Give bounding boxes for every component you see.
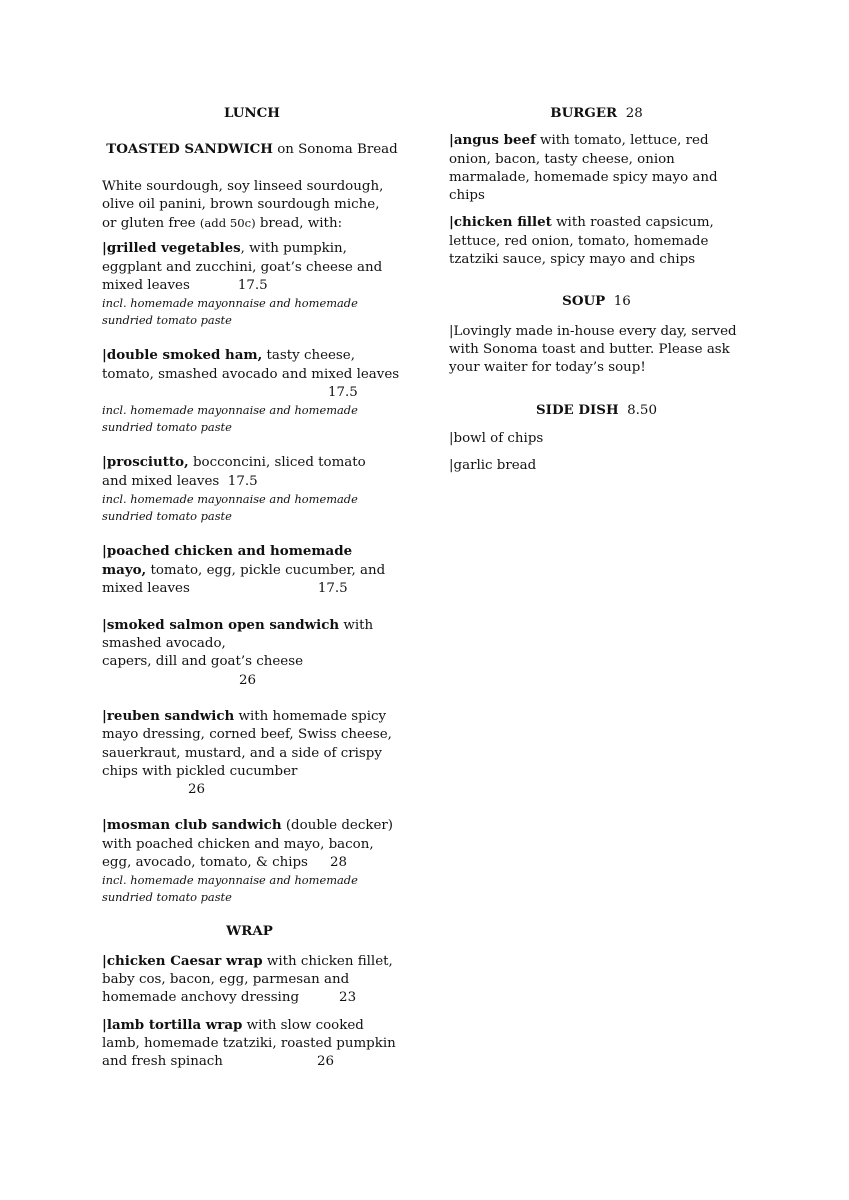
toasted-sandwich-heading — [102, 140, 402, 159]
menu-item — [102, 1016, 402, 1072]
side-dish-heading-title: SIDE DISH — [536, 401, 619, 418]
menu-item-price: 17.5 — [317, 581, 348, 597]
menu-item-name: |grilled vegetables — [102, 240, 241, 257]
bread-intro-end: bread, with: — [255, 216, 343, 232]
menu-item-desc: , with pumpkin, eggplant and zucchini, goat’s cheese and mixed leaves — [102, 241, 383, 294]
menu-item-price-line — [102, 384, 402, 402]
menu-item-desc: with slow cooked lamb, homemade tzatziki, roasted pumpkin and fresh spinach — [102, 1017, 396, 1070]
menu-item-name: |smoked salmon open sandwich — [102, 616, 340, 633]
menu-item-price-line — [102, 781, 402, 799]
menu-item — [102, 707, 402, 799]
side-dish-heading-price: 8.50 — [627, 402, 657, 418]
bread-intro-text: White sourdough, soy linseed sourdough, olive oil panini, brown sourdough miche, or gluten free — [102, 178, 384, 232]
menu-item — [102, 346, 402, 436]
menu-item-price: 17.5 — [237, 278, 268, 294]
soup-heading — [449, 292, 744, 311]
menu-item-name: |chicken fillet — [449, 214, 552, 231]
menu-item-price: 17.5 — [227, 473, 258, 489]
menu-item-note: incl. homemade mayonnaise and homemade sundried tomato paste — [102, 403, 358, 435]
menu-item-note: incl. homemade mayonnaise and homemade sundried tomato paste — [102, 296, 358, 328]
menu-item-desc: with roasted capsicum, lettuce, red onion, tomato, homemade tzatziki sauce, spicy mayo and chips — [449, 215, 714, 268]
toasted-sandwich-label: TOASTED SANDWICH — [106, 141, 273, 158]
bread-intro — [102, 178, 397, 234]
menu-item-desc: bocconcini, sliced tomato and mixed leaves — [102, 455, 366, 489]
bread-intro-add: (add 50c) — [199, 216, 256, 231]
side-dish-heading — [449, 401, 744, 420]
menu-item — [102, 816, 402, 906]
menu-item-text — [102, 816, 402, 872]
burger-heading-price: 28 — [625, 106, 643, 121]
menu-item-price: 26 — [316, 1054, 334, 1070]
menu-item-name: |lamb tortilla wrap — [102, 1016, 243, 1033]
menu-item — [102, 453, 402, 525]
lunch-heading: LUNCH — [224, 105, 280, 121]
menu-item-name: |mosman club sandwich — [102, 817, 282, 834]
menu-item — [102, 542, 402, 599]
menu-item-desc: tomato, egg, pickle cucumber, and mixed leaves — [102, 563, 386, 597]
menu-item-price: 23 — [339, 990, 357, 1006]
menu-item — [102, 239, 402, 329]
wrap-heading: WRAP — [226, 923, 273, 940]
menu-item-name: |poached chicken and homemade mayo, — [102, 542, 353, 579]
side-dish-item: |garlic bread — [449, 458, 537, 474]
menu-item-name: |reuben sandwich — [102, 707, 235, 724]
menu-item-text — [102, 616, 402, 654]
menu-item-text — [102, 453, 392, 491]
soup-description: |Lovingly made in-house every day, served with Sonoma toast and butter. Please ask your waiter for today’s soup! — [449, 323, 737, 376]
menu-item-text — [102, 952, 400, 1008]
menu-item-price: 17.5 — [328, 384, 358, 400]
burger-heading-title: BURGER — [550, 105, 618, 121]
menu-item-desc-2: capers, dill and goat’s cheese — [102, 654, 304, 670]
menu-item-note: incl. homemade mayonnaise and homemade sundried tomato paste — [102, 491, 358, 523]
menu-item-name: |double smoked ham, — [102, 347, 263, 364]
menu-item-text — [102, 1016, 402, 1072]
menu-item-desc: tasty cheese, tomato, smashed avocado and mixed leaves — [102, 348, 400, 382]
side-dish-item: |bowl of chips — [449, 430, 544, 446]
menu-item-name: |angus beef — [449, 132, 536, 149]
menu-item-price-line — [102, 672, 402, 690]
menu-item-text — [102, 239, 387, 295]
soup-heading-title: SOUP — [562, 293, 606, 310]
left-column — [102, 104, 402, 1071]
menu-item-price: 26 — [239, 672, 257, 688]
menu-item-desc: with chicken fillet, baby cos, bacon, egg, parmesan and homemade anchovy dressing — [102, 953, 393, 1006]
menu-item-text — [102, 707, 394, 781]
menu-item-text — [102, 346, 402, 384]
menu-item — [102, 616, 402, 690]
menu-item-text — [449, 131, 749, 205]
menu-item-text — [449, 213, 739, 269]
menu-item-desc: with homemade spicy mayo dressing, corned beef, Swiss cheese, sauerkraut, mustard, and a side of crispy chips with pickled cucumber — [102, 708, 392, 779]
menu-item-desc: with tomato, lettuce, red onion, bacon, tasty cheese, onion marmalade, homemade spicy mayo and chips — [449, 133, 718, 204]
toasted-sandwich-rest: on Sonoma Bread — [272, 142, 398, 158]
menu-item-text — [102, 542, 400, 599]
menu-item-price: 26 — [188, 782, 206, 798]
soup-heading-price: 16 — [613, 294, 631, 310]
menu-item-name: |chicken Caesar wrap — [102, 952, 263, 969]
right-column — [449, 104, 759, 475]
menu-item-desc: with smashed avocado, — [102, 617, 374, 652]
menu-item-price: 28 — [329, 855, 347, 871]
menu-item — [102, 952, 402, 1008]
burger-heading — [449, 104, 744, 123]
menu-item-desc: (double decker) with poached chicken and mayo, bacon, egg, avocado, tomato, & chips — [102, 818, 394, 871]
menu-item-note: incl. homemade mayonnaise and homemade sundried tomato paste — [102, 873, 358, 905]
menu-item-name: |prosciutto, — [102, 454, 189, 471]
